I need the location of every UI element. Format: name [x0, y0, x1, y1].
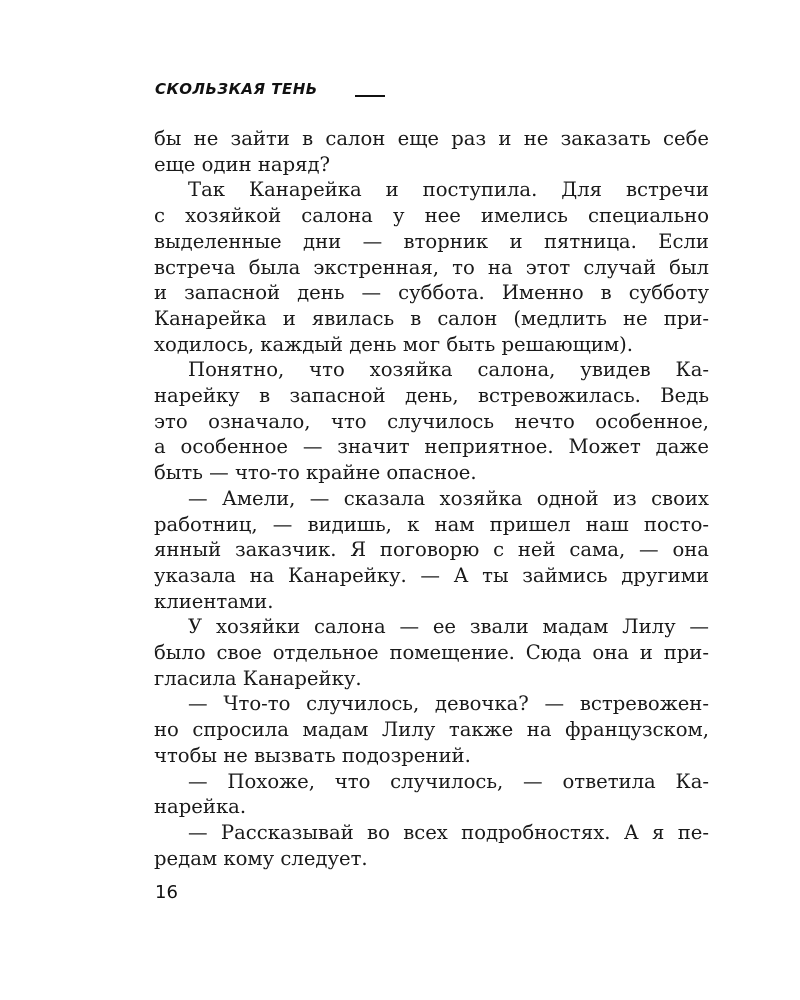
text-line: редам кому следует. [154, 846, 368, 870]
text-line: — Рассказывай во всех подробностях. А я пе- [188, 820, 709, 844]
text-line: Понятно, что хозяйка салона, увидев Ка- [188, 358, 709, 382]
text-line: встреча была экстренная, то на этот случай был [154, 255, 709, 279]
text-line: нарейку в запасной день, встревожилась. Ведь [154, 384, 709, 408]
text-line: янный заказчик. Я поговорю с ней сама, — она [154, 538, 709, 562]
text-line: указала на Канарейку. — А ты займись другими [154, 563, 709, 587]
text-line: бы не зайти в салон еще раз и не заказать себе [154, 127, 709, 150]
text-line: выделенные дни — вторник и пятница. Если [154, 229, 709, 253]
text-line: ходилось, каждый день мог быть решающим). [154, 332, 633, 356]
text-line: — Амели, — сказала хозяйка одной из своих [188, 486, 709, 510]
text-line: еще один наряд? [154, 152, 331, 176]
text-line: Канарейка и явилась в салон (медлить не при- [154, 306, 709, 330]
running-head-rule [355, 95, 385, 97]
text-line: это означало, что случилось нечто особенное, [154, 409, 709, 433]
running-head: СКОЛЬЗКАЯ ТЕНЬ [155, 80, 318, 98]
body-text [154, 126, 709, 871]
text-line: и запасной день — суббота. Именно в субботу [154, 281, 709, 305]
text-line: — Похоже, что случилось, — ответила Ка- [188, 769, 709, 793]
text-line: нарейка. [154, 795, 247, 819]
text-line: — Что-то случилось, девочка? — встревожен- [188, 692, 709, 716]
text-line: У хозяйки салона — ее звали мадам Лилу — [188, 615, 709, 639]
text-line: клиентами. [154, 589, 274, 613]
page-number: 16 [155, 882, 178, 903]
text-line: а особенное — значит неприятное. Может даже [154, 435, 709, 459]
text-line: чтобы не вызвать подозрений. [154, 743, 471, 767]
text-line: Так Канарейка и поступила. Для встречи [188, 178, 709, 202]
text-line: но спросила мадам Лилу также на французском, [154, 718, 709, 742]
text-line: гласила Канарейку. [154, 666, 362, 690]
text-line: с хозяйкой салона у нее имелись специально [154, 204, 709, 228]
text-line: быть — что-то крайне опасное. [154, 461, 477, 485]
text-line: было свое отдельное помещение. Сюда она и при- [154, 641, 709, 665]
text-line: работниц, — видишь, к нам пришел наш посто- [154, 512, 709, 536]
